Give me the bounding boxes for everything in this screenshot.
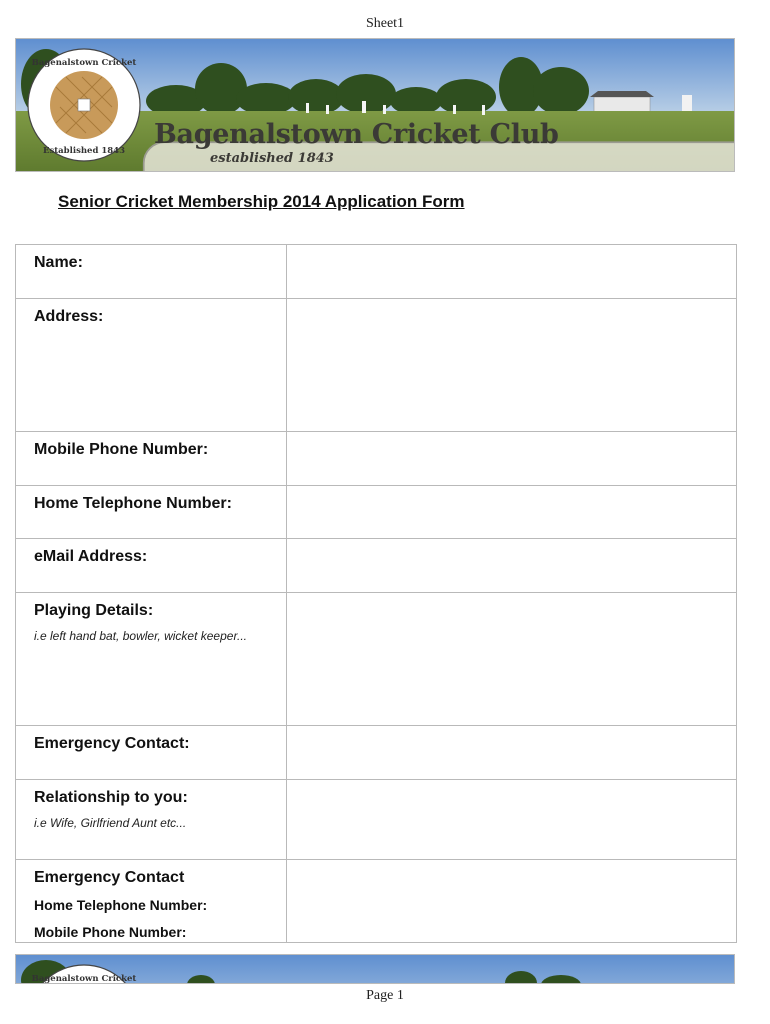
playing-hint: i.e left hand bat, bowler, wicket keeper... [34, 629, 248, 643]
home-phone-field[interactable] [286, 486, 736, 539]
name-field[interactable] [286, 245, 736, 299]
banner-title-plaque [142, 117, 559, 167]
application-form-table [15, 244, 737, 943]
emergency-label: Emergency Contact: [34, 735, 190, 752]
email-field[interactable] [286, 539, 736, 593]
form-row-name [16, 245, 737, 299]
relationship-label: Relationship to you: [34, 789, 188, 806]
club-logo-icon [26, 47, 142, 163]
club-banner-repeat [15, 954, 735, 984]
form-row-emergency-phones [16, 860, 737, 943]
svg-text:Bagenalstown Cricket: Bagenalstown Cricket [31, 58, 137, 68]
emergency-phones-field[interactable] [286, 860, 736, 943]
emergency-phones-label: Emergency Contact [34, 869, 185, 886]
mobile-label: Mobile Phone Number: [34, 441, 209, 458]
form-row-emergency [16, 726, 737, 780]
emergency-home-phone-label: Home Telephone Number: [34, 897, 208, 913]
home-phone-label: Home Telephone Number: [34, 495, 232, 512]
svg-text:Bagenalstown Cricket: Bagenalstown Cricket [31, 974, 137, 984]
form-row-relationship [16, 780, 737, 860]
form-row-address [16, 299, 737, 432]
email-label: eMail Address: [34, 548, 148, 565]
emergency-mobile-label: Mobile Phone Number: [34, 924, 187, 940]
page-number: Page 1 [366, 988, 404, 1003]
form-row-playing [16, 593, 737, 726]
playing-label: Playing Details: [34, 602, 154, 619]
svg-text:Established 1843: Established 1843 [42, 146, 126, 156]
address-label: Address: [34, 308, 104, 325]
banner-title: Bagenalstown Cricket Club [154, 119, 559, 150]
form-row-home-phone [16, 486, 737, 539]
emergency-field[interactable] [286, 726, 736, 780]
form-row-mobile [16, 432, 737, 486]
banner-subtitle: established 1843 [210, 151, 334, 166]
playing-field[interactable] [286, 593, 736, 726]
form-row-email [16, 539, 737, 593]
club-banner [15, 38, 735, 172]
relationship-hint: i.e Wife, Girlfriend Aunt etc... [34, 816, 187, 830]
sheet-label: Sheet1 [365, 16, 405, 31]
mobile-field[interactable] [286, 432, 736, 486]
form-title: Senior Cricket Membership 2014 Application Form [58, 192, 465, 211]
address-field[interactable] [286, 299, 736, 432]
name-label: Name: [34, 254, 83, 271]
relationship-field[interactable] [286, 780, 736, 860]
club-logo-icon-repeat [26, 963, 142, 984]
